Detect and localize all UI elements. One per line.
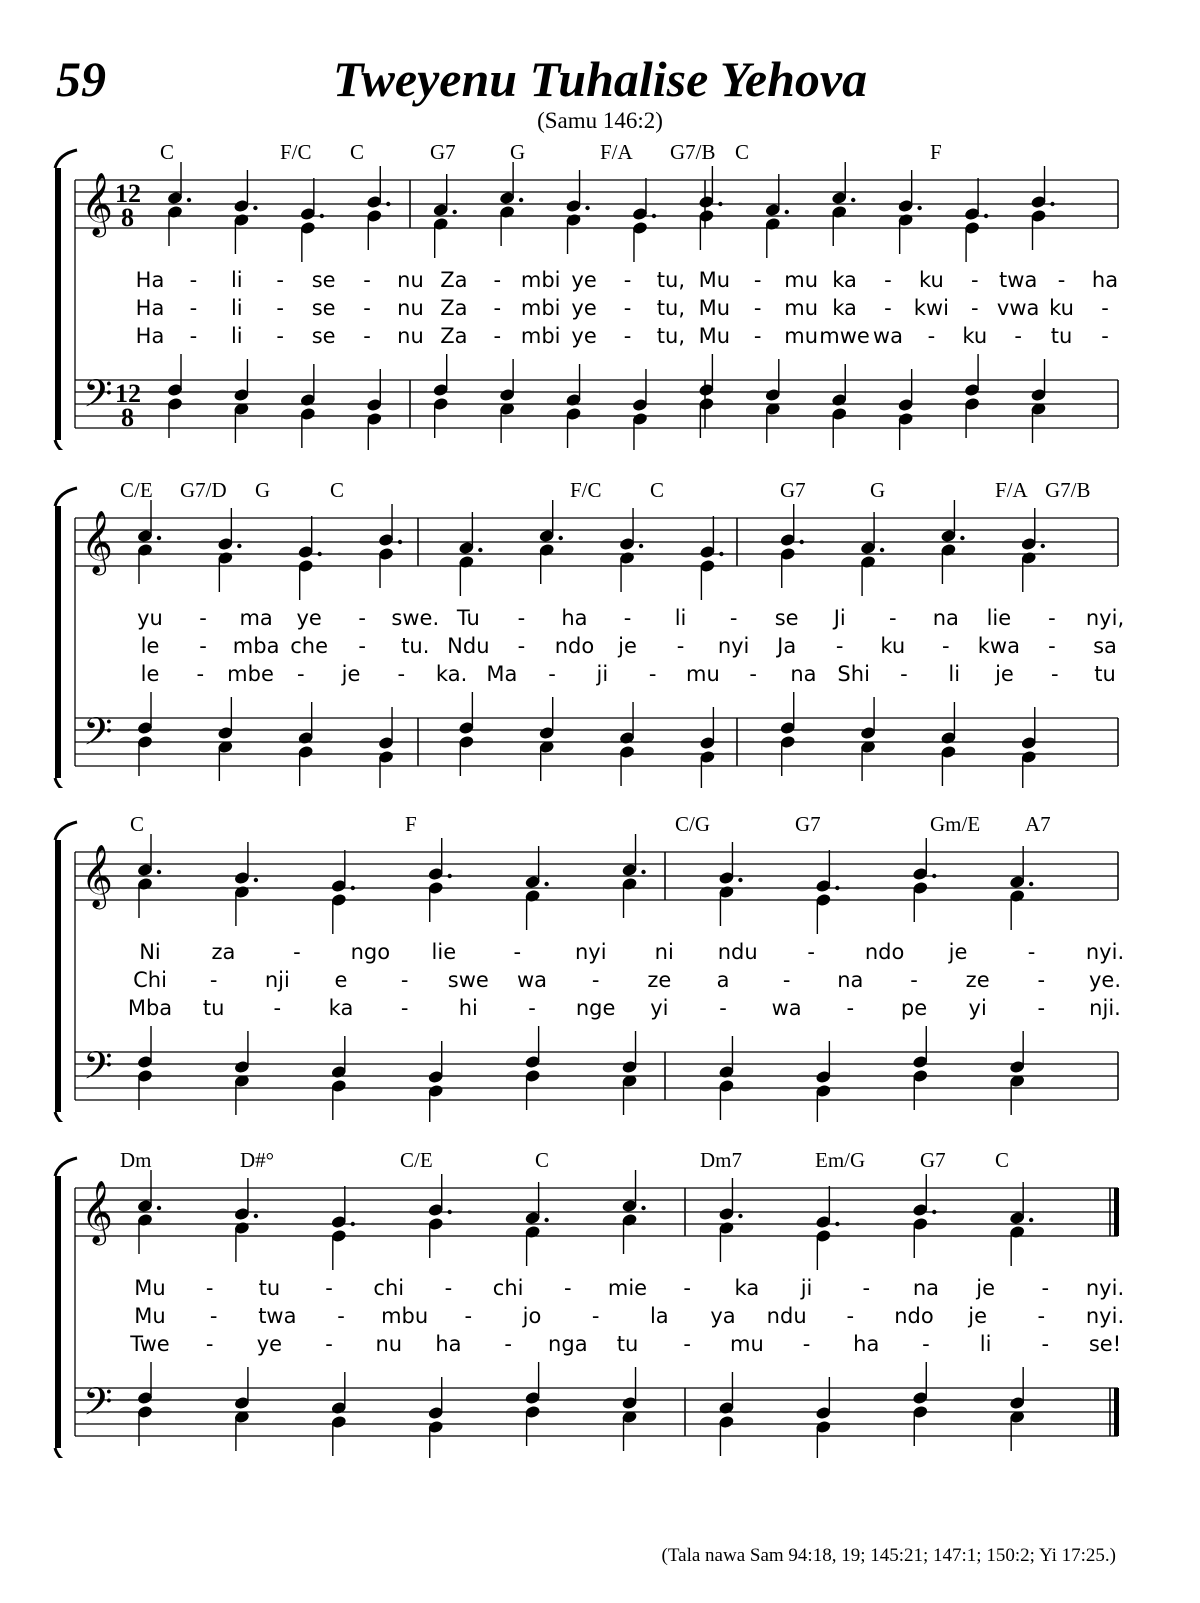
syllable-hyphen: -	[1037, 1304, 1046, 1328]
syllable-hyphen: -	[1101, 324, 1109, 348]
syllable-hyphen: -	[1041, 1276, 1050, 1300]
lyric-line-verse-1	[45, 606, 1130, 634]
lyric-syllable: nu	[375, 1332, 403, 1356]
syllable-hyphen: -	[464, 1304, 473, 1328]
syllable-hyphen: -	[1037, 968, 1046, 992]
chord-symbol: C	[735, 140, 750, 164]
lyric-syllable: Twe	[130, 1332, 170, 1356]
lyric-syllable: ye	[296, 606, 322, 630]
syllable-hyphen: -	[623, 324, 632, 348]
lyric-syllable: ha	[561, 606, 588, 630]
lyric-syllable: yi	[650, 996, 669, 1020]
bass-clef-icon: 𝄢	[83, 1379, 113, 1433]
lyric-syllable: mbi	[520, 296, 561, 320]
lyric-syllable: ji	[800, 1276, 813, 1300]
song-title	[0, 50, 1200, 108]
time-signature-bottom: 8	[121, 203, 134, 232]
syllable-hyphen: -	[970, 296, 979, 320]
bass-staff	[75, 1379, 1118, 1436]
chord-symbol: G7/B	[670, 140, 716, 164]
syllable-hyphen: -	[363, 268, 371, 292]
lyric-syllable: li	[979, 1332, 992, 1356]
lyric-syllable: mbi	[520, 268, 561, 292]
lyric-syllable: Za	[440, 268, 468, 292]
lyric-syllable: lie	[986, 606, 1012, 630]
syllable-hyphen: -	[196, 662, 205, 686]
lyric-syllable: Chi	[133, 968, 167, 992]
lyric-syllable: Za	[440, 296, 468, 320]
syllable-hyphen: -	[753, 324, 762, 348]
lyric-syllable: mu	[784, 296, 819, 320]
lyric-syllable: chi	[492, 1276, 524, 1300]
lyric-syllable: Ma	[486, 662, 518, 686]
lyric-syllable: Za	[440, 324, 468, 348]
syllable-hyphen: -	[276, 296, 285, 320]
song-number: 59	[56, 51, 106, 107]
lyric-line-verse-3	[45, 996, 1130, 1024]
chord-symbol: G	[255, 478, 271, 502]
lyric-syllable: mie	[607, 1276, 648, 1300]
lyric-syllable: ndu	[717, 940, 758, 964]
chord-symbol: Dm7	[700, 1148, 742, 1172]
lyric-syllable: li	[230, 296, 243, 320]
syllable-hyphen: -	[888, 606, 897, 630]
syllable-hyphen: -	[719, 996, 727, 1020]
lyric-syllable: nga	[548, 1332, 588, 1356]
lyric-syllable: je	[995, 662, 1014, 686]
syllable-hyphen: -	[922, 1332, 930, 1356]
syllable-hyphen: -	[942, 634, 950, 658]
syllable-hyphen: -	[337, 1304, 345, 1328]
syllable-hyphen: -	[444, 1276, 453, 1300]
syllable-hyphen: -	[276, 268, 285, 292]
syllable-hyphen: -	[205, 1276, 214, 1300]
lyric-syllable: ha	[853, 1332, 880, 1356]
lyric-line-verse-1	[45, 268, 1130, 296]
syllable-hyphen: -	[517, 634, 526, 658]
lyric-syllable: nyi.	[1085, 1276, 1125, 1300]
lyric-syllable: ze	[965, 968, 990, 992]
lyric-syllable: la	[649, 1304, 669, 1328]
lyric-syllable: ye	[571, 296, 597, 320]
syllable-hyphen: -	[358, 634, 367, 658]
lyric-syllable: Shi	[837, 662, 870, 686]
syllable-hyphen: -	[862, 1276, 871, 1300]
lyric-syllable: ndo	[554, 634, 595, 658]
lyric-syllable: je	[341, 662, 361, 686]
lyric-syllable: kwa	[977, 634, 1020, 658]
time-signature-top: 12	[115, 179, 141, 208]
chord-symbol: G	[870, 478, 886, 502]
lyric-syllable: a	[716, 968, 730, 992]
lyric-syllable: swe.	[391, 606, 440, 630]
lyric-syllable: tu	[616, 1332, 639, 1356]
lyric-line-verse-1	[45, 940, 1130, 968]
lyric-syllable: ye	[571, 324, 597, 348]
syllable-hyphen: -	[513, 940, 522, 964]
chord-symbol: F	[405, 812, 417, 836]
lyric-syllable: tu,	[656, 268, 686, 292]
lyric-line-verse-2	[45, 968, 1130, 996]
syllable-hyphen: -	[205, 1332, 214, 1356]
lyric-syllable: ni	[654, 940, 674, 964]
syllable-hyphen: -	[1057, 268, 1066, 292]
chord-symbol: G	[510, 140, 526, 164]
syllable-hyphen: -	[397, 662, 406, 686]
lyric-syllable: nge	[575, 996, 616, 1020]
lyric-syllable: mwe	[819, 324, 870, 348]
music-system	[45, 140, 1130, 460]
syllable-hyphen: -	[400, 996, 409, 1020]
lyric-syllable: nu	[397, 268, 424, 292]
lyric-syllable: na	[932, 606, 959, 630]
syllable-hyphen: -	[623, 296, 632, 320]
lyric-syllable: je	[968, 1304, 988, 1328]
chord-symbol: C	[330, 478, 345, 502]
footer-references: (Tala nawa Sam 94:18, 19; 145:21; 147:1; 150:2; Yi 17:25.)	[661, 1545, 1116, 1566]
lyric-syllable: Ndu	[447, 634, 490, 658]
lyric-syllable: ku	[880, 634, 906, 658]
lyric-syllable: jo	[522, 1304, 542, 1328]
lyric-syllable: na	[790, 662, 817, 686]
treble-clef-icon: 𝄞	[81, 844, 113, 907]
syllable-hyphen: -	[528, 996, 536, 1020]
lyric-syllable: tu	[202, 996, 225, 1020]
chord-symbol: F/A	[995, 478, 1028, 502]
chord-symbol: F/C	[280, 140, 312, 164]
lyric-syllable: ndu	[766, 1304, 807, 1328]
lyric-syllable: se!	[1088, 1332, 1122, 1356]
lyric-syllable: wa	[516, 968, 548, 992]
treble-staff	[75, 172, 1118, 238]
lyric-syllable: li	[948, 662, 961, 686]
lyric-syllable: sa	[1093, 634, 1117, 658]
lyric-syllable: ka.	[435, 662, 468, 686]
lyric-syllable: nji	[264, 968, 290, 992]
syllable-hyphen: -	[1050, 662, 1059, 686]
treble-clef-icon: 𝄞	[81, 1180, 113, 1243]
bass-clef-icon: 𝄢	[83, 1043, 113, 1097]
treble-clef-icon: 𝄞	[81, 510, 113, 573]
syllable-hyphen: -	[683, 1276, 691, 1300]
chord-symbol: C	[650, 478, 665, 502]
lyric-line-verse-2	[45, 634, 1130, 662]
syllable-hyphen: -	[676, 634, 685, 658]
lyric-syllable: yu	[137, 606, 163, 630]
syllable-hyphen: -	[884, 268, 892, 292]
lyric-syllable: nyi,	[1085, 606, 1125, 630]
lyric-syllable: mu	[784, 268, 819, 292]
lyric-syllable: ye	[256, 1332, 283, 1356]
lyric-syllable: twa	[258, 1304, 297, 1328]
syllable-hyphen: -	[493, 296, 502, 320]
lyric-line-verse-3	[45, 1332, 1130, 1360]
lyric-syllable: ye.	[1088, 968, 1122, 992]
lyric-syllable: je	[976, 1276, 996, 1300]
chord-symbol: Dm	[120, 1148, 152, 1172]
chord-symbol: C	[130, 812, 145, 836]
syllable-hyphen: -	[1027, 940, 1036, 964]
syllable-hyphen: -	[835, 634, 844, 658]
treble-staff	[75, 1180, 1118, 1246]
syllable-hyphen: -	[802, 1332, 811, 1356]
lyric-syllable: ka	[328, 996, 354, 1020]
chord-symbol: C	[995, 1148, 1010, 1172]
syllable-hyphen: -	[276, 324, 285, 348]
lyric-syllable: ndo	[864, 940, 905, 964]
syllable-hyphen: -	[209, 1304, 218, 1328]
lyric-syllable: e	[334, 968, 348, 992]
lyric-syllable: mu	[686, 662, 720, 686]
lyric-syllable: ye	[571, 268, 597, 292]
chord-symbol: C/G	[675, 812, 711, 836]
lyric-syllable: li	[230, 324, 243, 348]
chord-symbol: G7	[430, 140, 456, 164]
syllable-hyphen: -	[1014, 324, 1022, 348]
chord-symbol: F/A	[600, 140, 633, 164]
lyric-syllable: ha	[435, 1332, 462, 1356]
syllable-hyphen: -	[1037, 996, 1046, 1020]
lyric-syllable: wa	[771, 996, 802, 1020]
syllable-hyphen: -	[504, 1332, 512, 1356]
lyric-syllable: tu,	[656, 296, 686, 320]
lyric-syllable: Tu	[456, 606, 480, 630]
chord-symbol: G7/D	[180, 478, 227, 502]
lyric-syllable: se	[311, 324, 336, 348]
chord-symbol: C	[535, 1148, 550, 1172]
syllable-hyphen: -	[209, 968, 218, 992]
chord-symbol: C/E	[400, 1148, 433, 1172]
lyric-syllable: Ha	[135, 324, 165, 348]
lyric-syllable: Ha	[135, 296, 165, 320]
lyric-syllable: le	[140, 634, 160, 658]
lyric-syllable: nyi	[717, 634, 750, 658]
music-system	[45, 812, 1130, 1132]
lyric-syllable: mbu	[381, 1304, 429, 1328]
syllable-hyphen: -	[189, 296, 198, 320]
syllable-hyphen: -	[782, 968, 791, 992]
syllable-hyphen: -	[807, 940, 815, 964]
syllable-hyphen: -	[970, 268, 979, 292]
syllable-hyphen: -	[900, 662, 908, 686]
syllable-hyphen: -	[363, 296, 371, 320]
lyric-syllable: je	[948, 940, 968, 964]
bass-staff	[75, 1043, 1118, 1100]
scripture-reference: (Samu 146:2)	[537, 108, 663, 133]
lyric-syllable: tu.	[401, 634, 430, 658]
lyric-syllable: se	[774, 606, 799, 630]
lyric-syllable: mbe	[227, 662, 274, 686]
lyric-syllable: ngo	[350, 940, 391, 964]
syllable-hyphen: -	[648, 662, 657, 686]
lyric-syllable: Ji	[833, 606, 846, 630]
syllable-hyphen: -	[753, 268, 762, 292]
lyric-syllable: ka	[832, 296, 857, 320]
lyric-syllable: Ja	[777, 634, 797, 658]
lyric-syllable: ndo	[894, 1304, 934, 1328]
chord-symbol: D#°	[240, 1148, 275, 1172]
lyric-syllable: ku	[962, 324, 988, 348]
lyric-syllable: nji.	[1089, 996, 1121, 1020]
chord-symbol: A7	[1025, 812, 1051, 836]
lyric-syllable: mbi	[520, 324, 561, 348]
bass-clef-icon: 𝄢	[83, 709, 113, 763]
lyric-syllable: hi	[458, 996, 478, 1020]
chord-symbol: Gm/E	[930, 812, 981, 836]
lyric-line-verse-3	[45, 662, 1130, 690]
lyric-syllable: ma	[239, 606, 273, 630]
syllable-hyphen: -	[400, 968, 409, 992]
lyric-syllable: nyi	[574, 940, 607, 964]
lyric-syllable: Mu	[134, 1276, 166, 1300]
lyric-syllable: tu	[1094, 662, 1116, 686]
syllable-hyphen: -	[623, 606, 632, 630]
lyric-syllable: wa	[872, 324, 903, 348]
lyric-syllable: je	[618, 634, 637, 658]
syllable-hyphen: -	[325, 1276, 333, 1300]
lyric-syllable: na	[837, 968, 864, 992]
lyric-line-verse-3	[45, 324, 1130, 352]
lyric-syllable: chi	[373, 1276, 405, 1300]
treble-staff	[75, 844, 1118, 910]
bass-clef-icon: 𝄢	[83, 371, 113, 425]
syllable-hyphen: -	[910, 968, 918, 992]
syllable-hyphen: -	[623, 268, 632, 292]
lyric-syllable: Mu	[698, 296, 731, 320]
chord-symbol: F/C	[570, 478, 602, 502]
syllable-hyphen: -	[493, 268, 502, 292]
lyric-syllable: lie	[431, 940, 457, 964]
lyric-syllable: mu	[729, 1332, 764, 1356]
lyric-syllable: li	[230, 268, 243, 292]
treble-clef-icon: 𝄞	[81, 172, 113, 235]
lyric-syllable: tu	[258, 1276, 281, 1300]
lyric-syllable: li	[674, 606, 687, 630]
syllable-hyphen: -	[189, 324, 198, 348]
lyric-syllable: Mu	[698, 324, 731, 348]
syllable-hyphen: -	[517, 606, 526, 630]
lyric-syllable: yi	[968, 996, 987, 1020]
lyric-syllable: se	[311, 268, 336, 292]
chord-symbol: Em/G	[815, 1148, 866, 1172]
lyric-syllable: ka	[734, 1276, 760, 1300]
syllable-hyphen: -	[884, 296, 892, 320]
lyric-syllable: nyi.	[1085, 940, 1125, 964]
music-system	[45, 1148, 1130, 1468]
lyric-syllable: Ni	[139, 940, 161, 964]
syllable-hyphen: -	[548, 662, 556, 686]
syllable-hyphen: -	[363, 324, 371, 348]
syllable-hyphen: -	[927, 324, 936, 348]
syllable-hyphen: -	[273, 996, 282, 1020]
lyric-syllable: ku	[1049, 296, 1074, 320]
chord-symbol: G7	[920, 1148, 946, 1172]
lyric-syllable: ka	[832, 268, 857, 292]
syllable-hyphen: -	[293, 940, 301, 964]
bass-staff	[75, 371, 1118, 432]
lyric-syllable: se	[311, 296, 336, 320]
lyric-syllable: ku	[918, 268, 944, 292]
chord-symbol: C	[160, 140, 175, 164]
lyric-syllable: ha	[1091, 268, 1119, 292]
lyric-syllable: tu,	[656, 324, 686, 348]
syllable-hyphen: -	[729, 606, 738, 630]
syllable-hyphen: -	[296, 662, 305, 686]
lyric-line-verse-2	[45, 296, 1130, 324]
lyric-syllable: nu	[397, 324, 424, 348]
lyric-syllable: Mba	[127, 996, 173, 1020]
syllable-hyphen: -	[749, 662, 757, 686]
lyric-syllable: Mu	[134, 1304, 166, 1328]
syllable-hyphen: -	[591, 968, 600, 992]
lyric-syllable: Mu	[698, 268, 731, 292]
syllable-hyphen: -	[591, 1304, 600, 1328]
lyric-syllable: swe	[447, 968, 489, 992]
syllable-hyphen: -	[846, 1304, 855, 1328]
chord-symbol: G7	[795, 812, 821, 836]
lyric-syllable: mba	[232, 634, 280, 658]
chord-symbol: C	[350, 140, 365, 164]
chord-symbol: F	[930, 140, 942, 164]
syllable-hyphen: -	[199, 634, 207, 658]
time-signature-bottom: 8	[121, 403, 134, 432]
lyric-syllable: kwi	[913, 296, 949, 320]
music-system	[45, 478, 1130, 798]
lyric-syllable: ze	[647, 968, 672, 992]
lyric-syllable: mu	[784, 324, 819, 348]
syllable-hyphen: -	[753, 296, 762, 320]
song-title-text: Tweyenu Tuhalise Yehova	[332, 51, 868, 107]
syllable-hyphen: -	[683, 1332, 691, 1356]
syllable-hyphen: -	[846, 996, 855, 1020]
lyric-syllable: tu	[1050, 324, 1073, 348]
lyric-syllable: pe	[900, 996, 928, 1020]
syllable-hyphen: -	[1048, 634, 1056, 658]
syllable-hyphen: -	[1048, 606, 1056, 630]
lyric-line-verse-1	[45, 1276, 1130, 1304]
lyric-syllable: che	[290, 634, 329, 658]
chord-symbol: C/E	[120, 478, 153, 502]
syllable-hyphen: -	[1101, 296, 1109, 320]
syllable-hyphen: -	[199, 606, 207, 630]
lyric-syllable: na	[912, 1276, 940, 1300]
chord-symbol: G7/B	[1045, 478, 1091, 502]
syllable-hyphen: -	[358, 606, 367, 630]
lyric-syllable: nu	[397, 296, 424, 320]
lyric-syllable: Ha	[135, 268, 165, 292]
lyric-line-verse-2	[45, 1304, 1130, 1332]
syllable-hyphen: -	[564, 1276, 572, 1300]
lyric-syllable: vwa	[996, 296, 1040, 320]
lyric-syllable: za	[211, 940, 236, 964]
lyric-syllable: le	[140, 662, 160, 686]
syllable-hyphen: -	[189, 268, 198, 292]
syllable-hyphen: -	[1041, 1332, 1050, 1356]
chord-symbol: G7	[780, 478, 806, 502]
lyric-syllable: twa	[999, 268, 1038, 292]
lyric-syllable: ji	[596, 662, 609, 686]
syllable-hyphen: -	[493, 324, 502, 348]
time-signature-top: 12	[115, 379, 141, 408]
lyric-syllable: ya	[710, 1304, 736, 1328]
syllable-hyphen: -	[325, 1332, 333, 1356]
lyric-syllable: nyi.	[1085, 1304, 1125, 1328]
